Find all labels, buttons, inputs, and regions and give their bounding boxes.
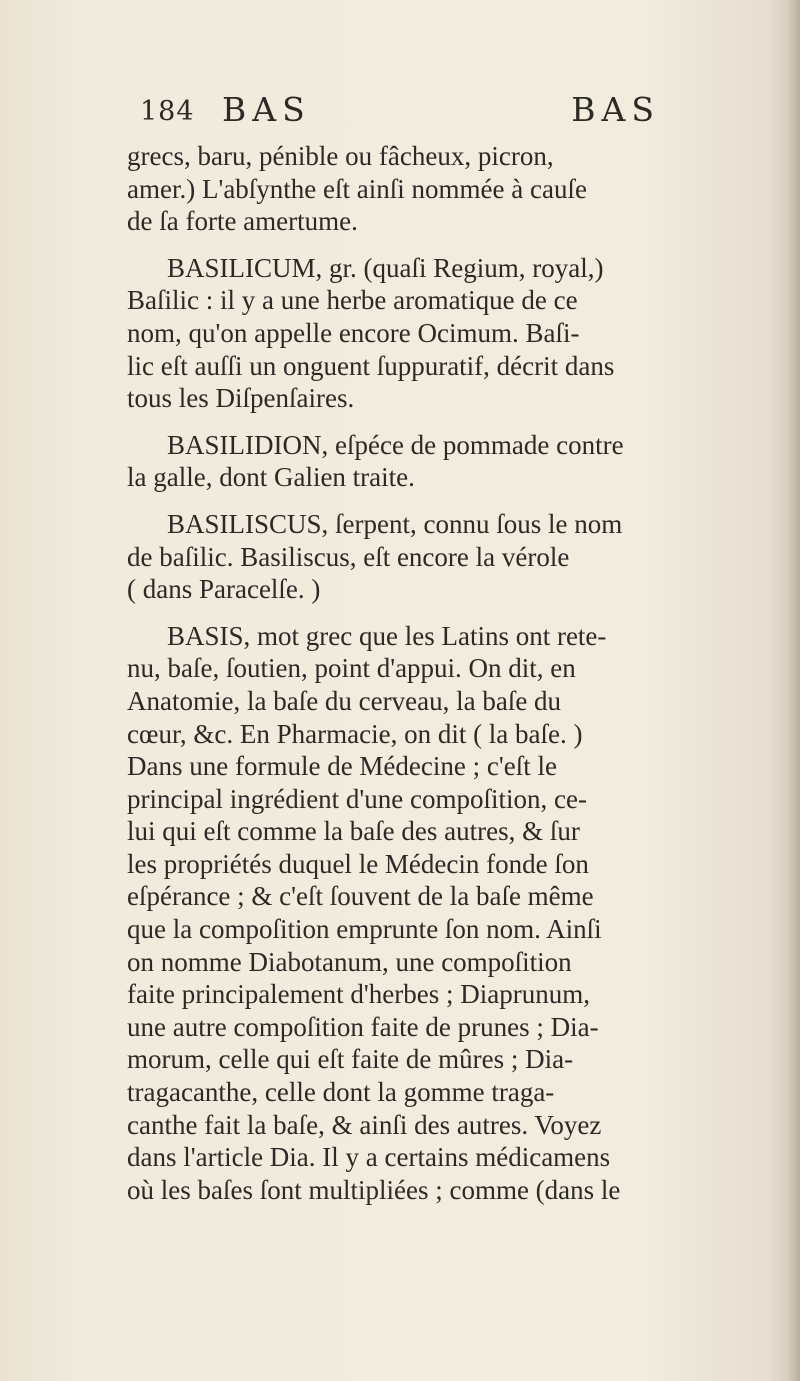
running-head-right: BAS [571,90,660,129]
page-header [140,88,660,136]
text-line: BASILISCUS, ſerpent, connu ſous le nom [167,508,623,539]
text-line: Anatomie, la baſe du cerveau, la baſe du [127,685,562,716]
text-line: Dans une formule de Médecine ; c'eſt le [127,751,557,782]
running-head-left: BAS [222,90,311,129]
text-line: faite principalement d'herbes ; Diaprunum, [127,979,590,1010]
text-line: ( dans Paracelſe. ) [127,574,321,605]
text-line: de baſilic. Basiliscus, eſt encore la vérole [127,541,570,572]
text-line: Baſilic : il y a une herbe aromatique de ce [127,285,578,316]
entry-basilidion [127,429,767,494]
text-line: morum, celle qui eſt faite de mûres ; Dia- [127,1044,574,1075]
page-number: 184 [140,96,195,127]
text-line: canthe fait la baſe, & ainſi des autres. Voyez [127,1109,602,1140]
entry-basilicum [127,252,767,415]
text-line: les propriétés duquel le Médecin fonde ſon [127,848,589,879]
entry-basiliscus [127,508,767,606]
entry-basis [127,620,767,1207]
text-line: de ſa forte amertume. [127,206,358,237]
text-line: on nomme Diabotanum, une compoſition [127,946,572,977]
text-line: BASIS, mot grec que les Latins ont rete- [167,620,607,651]
text-line: grecs, baru, pénible ou fâcheux, picron, [127,141,554,171]
text-line: où les baſes ſont multipliées ; comme (dans le [127,1174,621,1205]
text-line: la galle, dont Galien traite. [127,462,415,493]
text-line: BASILICUM, gr. (quaſi Regium, royal,) [167,252,604,283]
text-line: une autre compoſition faite de prunes ; Dia- [127,1011,599,1042]
text-line: que la compoſition emprunte ſon nom. Ainſi [127,914,602,945]
text-line: principal ingrédient d'une compoſition, ce- [127,783,587,814]
text-line: lui qui eſt comme la baſe des autres, & ſur [127,816,580,847]
page-edge [786,0,800,1381]
text-line: tous les Diſpenſaires. [127,383,355,414]
text-line: cœur, &c. En Pharmacie, on dit ( la baſe. ) [127,718,583,749]
text-line: nom, qu'on appelle encore Ocimum. Baſi- [127,317,580,348]
text-line: dans l'article Dia. Il y a certains médicamens [127,1142,611,1173]
paragraph-continuation [127,140,767,238]
text-line: BASILIDION, eſpéce de pommade contre [167,429,624,460]
text-line: tragacanthe, celle dont la gomme traga- [127,1077,555,1108]
text-line: amer.) L'abſynthe eſt ainſi nommée à cauſe [127,173,587,204]
text-line: nu, baſe, ſoutien, point d'appui. On dit, en [127,653,576,684]
body-text [127,140,767,1206]
text-line: eſpérance ; & c'eſt ſouvent de la baſe même [127,881,594,912]
text-line: lic eſt auſſi un onguent ſuppuratif, décrit dans [127,350,615,381]
